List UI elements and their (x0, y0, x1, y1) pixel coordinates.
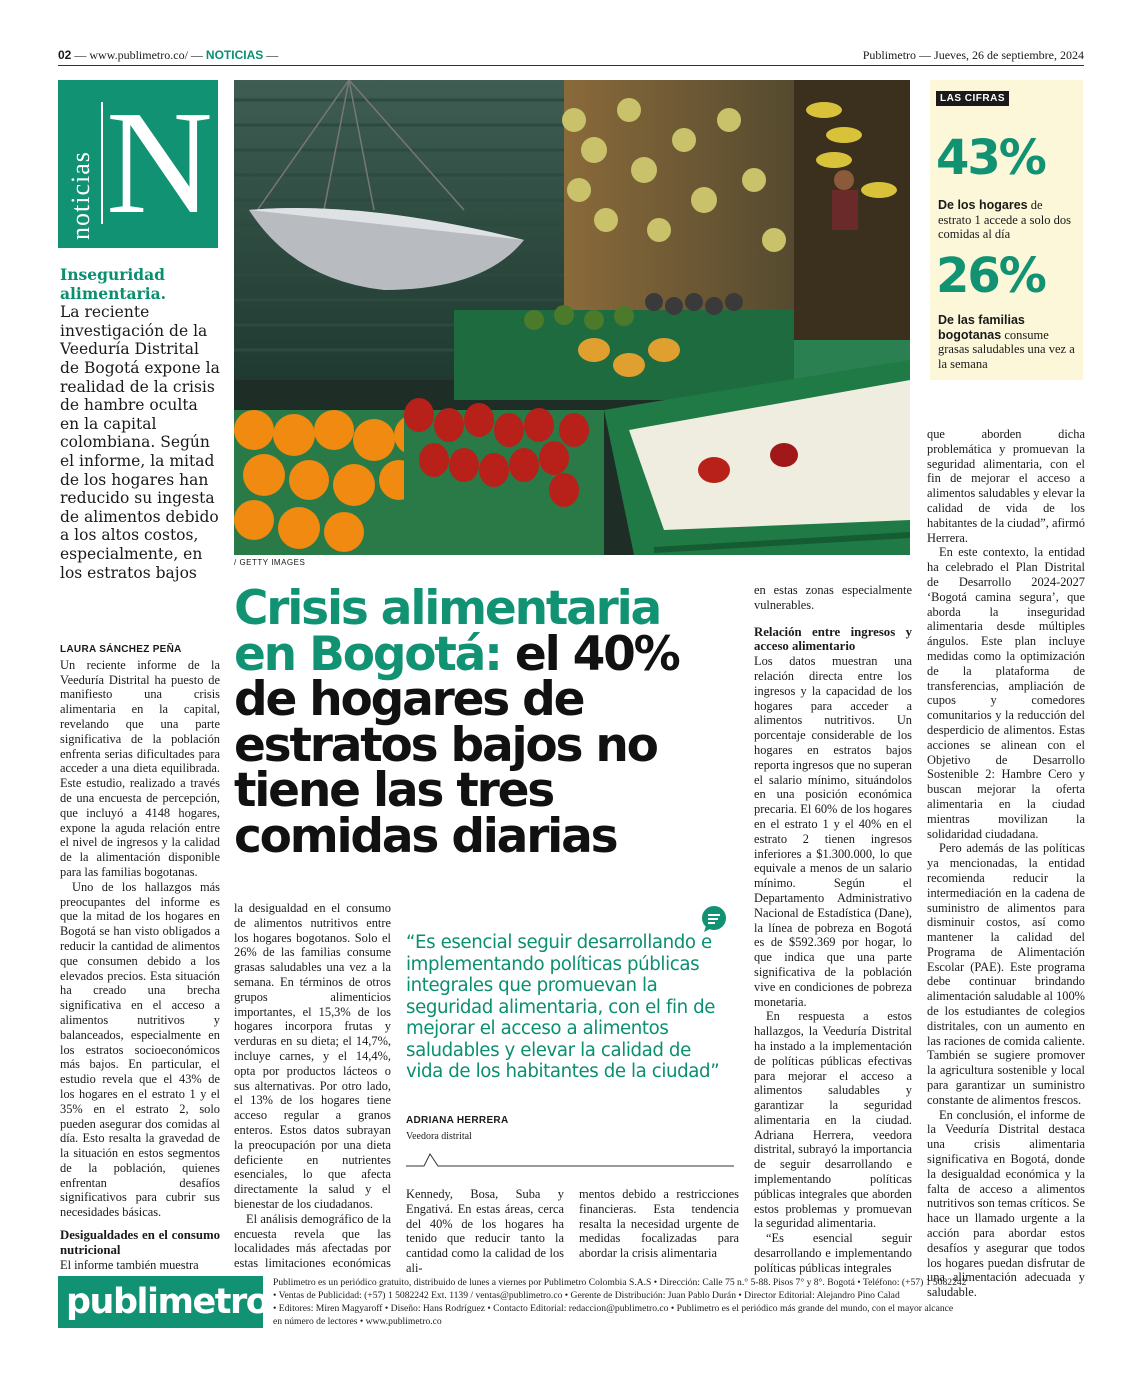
page-header (58, 48, 1084, 66)
speech-bubble-icon (700, 906, 728, 932)
article-paragraph: Los datos muestran una relación directa entre los ingresos y la capacidad de los hogares para acceder a alimentos nutritivos. Un porcentaje considerable de los hogares en estratos bajos reporta ingresos que no superan el salario mínimo, situándolos en una posición económica precaria. El 60% de los hogares en el estrato 1 y el 40% en el estrato 2 tienen ingresos inferiores a $1.300.000, lo que equivale a menos de un salario mínimo. Según el Departamento Administrativo Nacional de Estadística (Dane), la línea de pobreza en Bogotá es de $592.369 por hogar, lo que indica que una parte significativa de la población vive en condiciones de pobreza monetaria. (754, 654, 912, 1009)
article-column-1 (60, 643, 220, 1272)
article-column-6 (927, 427, 1085, 1300)
article-paragraph: la desigualdad en el consumo de alimentos nutritivos entre los hogares bogotanos. Solo el 26% de las familias consume grasas saludables una vez a la semana. En términos de otros grupos alimenticios importantes, el 15,3% de los hogares incorpora frutas y verduras en su dieta; el 14,7%, incluye carnes, y el 14,4%, opta por productos lácteos o sus alternativas. Por otro lado, el 13% de los hogares tiene acceso regular a granos enteros. Estos datos subrayan la preocupación por una dieta deficiente en nutrientes esenciales, lo que afecta directamente la salud y el bienestar de los ciudadanos. (234, 901, 391, 1211)
section-logo (58, 80, 218, 248)
stats-box (930, 80, 1083, 380)
article-paragraph: En este contexto, la entidad ha celebrado el Plan Distrital de Desarrollo 2024-2027 ‘Bogotá camina segura’, que aborda la inseguridad alimentaria desde múltiples ángulos. Este plan incluye medidas como la optimización de la plataforma de transferencias, ampliación de cupos y comedores comunitarios y la reducción del desperdicio de alimentos. Estas acciones se alinean con el Objetivo de Desarrollo Sostenible 2: Hambre Cero y buscan mejorar la oferta alimentaria en la ciudad mientras movilizan la solidaridad ciudadana. (927, 545, 1085, 841)
article-paragraph: El informe también muestra (60, 1257, 199, 1272)
headline (234, 581, 734, 864)
article-paragraph: Kennedy, Bosa, Suba y Engativá. En estas áreas, cerca del 40% de los hogares ha tenido que reducir tanto la cantidad como la calidad de los ali- (406, 1187, 564, 1275)
quote-author-role: Veedora distrital (406, 1131, 472, 1142)
article-paragraph: que aborden dicha problemática y promuevan la seguridad alimentaria, con el fin de mejorar el acceso a alimentos saludables y elevar la calidad de vida de los habitantes de la ciudad”, afirmó Herrera. (927, 427, 1085, 545)
headline-black: el 40% de hogares de estratos bajos no tiene las tres comidas diarias (234, 626, 679, 864)
stat-description-text: consume grasas saludables una vez a la semana (938, 327, 1075, 371)
photo-credit: / GETTY IMAGES (234, 558, 306, 567)
quote-author: ADRIANA HERRERA (406, 1115, 509, 1126)
header-left: 02 — www.publimetro.co/ — NOTICIAS — (58, 48, 279, 62)
article-paragraph: “Es esencial seguir desarrollando e implementando políticas públicas integrales (754, 1231, 912, 1275)
byline: LAURA SÁNCHEZ PEÑA (60, 644, 182, 655)
stat-description-text: de estrato 1 accede a solo dos comidas al día (938, 198, 1071, 241)
footer-line: en número de lectores • www.publimetro.co (273, 1316, 442, 1327)
section-logo-letter: N (106, 81, 213, 245)
pull-quote: “Es esencial seguir desarrollando e implementando políticas públicas integrales que promuevan la seguridad alimentaria, con el fin de mejorar el acceso a alimentos saludables y elevar la calidad de vida de los habitantes de la ciudad” (406, 932, 720, 1082)
stat-description (938, 313, 1078, 371)
market-photo (234, 80, 910, 555)
intro-summary (60, 266, 220, 582)
article-paragraph: En conclusión, el informe de la Veeduría Distrital destaca una crisis alimentaria significativa en Bogotá, donde la desigualdad económica y la falta de acceso a alimentos nutritivos son temas críticos. Se hace un llamado urgente a la acción para abordar estos desafíos y asegurar que todos los hogares puedan disfrutar de una alimentación adecuada y saludable. (927, 1107, 1085, 1300)
section-logo-word: noticias (66, 151, 95, 240)
section-logo-divider (101, 102, 103, 224)
brand-logo-text: publimetro (66, 1282, 269, 1322)
page-number: 02 (58, 48, 72, 62)
site-link[interactable]: www.publimetro.co/ (89, 48, 188, 62)
section-name: NOTICIAS (205, 48, 264, 62)
stat-value: 43% (936, 130, 1045, 186)
article-column-4 (579, 1187, 739, 1261)
article-paragraph: Un reciente informe de la Veeduría Distrital ha puesto de manifiesto una crisis alimentaria en la capital, revelando que una parte significativa de la población enfrenta serias dificultades para acceder a una dieta equilibrada. Este estudio, realizado a través de una encuesta de percepción, que incluyó a 4148 hogares, expone la aguda relación entre el nivel de ingresos y la calidad de la alimentación disponible para las familias bogotanas. (60, 657, 220, 879)
article-paragraph: Uno de los hallazgos más preocupantes del informe es que la mitad de los hogares en Bogotá se han visto obligados a reducir la cantidad de alimentos que consumen debido a los elevados precios. Esta situación ha creado una brecha significativa en el acceso a alimentos nutritivos y balanceados, especialmente en los estratos socioeconómicos más bajos. En particular, el estudio revela que el 43% de los hogares en el estrato 1 y el 35% en el estrato 2, solo pueden asegurar dos comidas al día. Esto resalta la gravedad de la situación en estos segmentos de la población, quienes enfrentan desafíos significativos para cubrir sus necesidades básicas. (60, 879, 220, 1220)
brand-logo (58, 1276, 269, 1328)
header-date: Publimetro — Jueves, 26 de septiembre, 2024 (862, 48, 1084, 62)
stat-description-bold: De las familias bogotanas (938, 313, 1025, 342)
article-paragraph: Pero además de las políticas ya mencionadas, la entidad recomienda reducir la intermediación en la cadena de suministro de alimentos para disminuir costos, así como mantener la calidad del Programa de Alimentación Escolar (PAE). Este programa debe continuar brindando alimentación saludable al 100% de los estudiantes de colegios distritales, con un aumento en las raciones de comida caliente. También se sugiere promover la agricultura sostenible y local para garantizar un suministro constante de alimentos frescos. (927, 841, 1085, 1107)
article-column-2 (234, 901, 391, 1286)
headline-green: Crisis alimentaria en Bogotá: (234, 581, 661, 682)
article-subhead: Desigualdades en el consumo nutricional (60, 1228, 220, 1257)
article-paragraph: El análisis demográfico de la encuesta revela que las localidades más afectadas por estas limitaciones económicas (234, 1211, 391, 1271)
market-photo-illustration (234, 80, 910, 555)
quote-divider (406, 1150, 734, 1168)
article-column-5 (754, 583, 912, 1276)
intro-kicker: Inseguridad alimentaria. (60, 265, 167, 303)
footer-line: Publimetro es un periódico gratuito, distribuido de lunes a viernes por Publimetro Colombia S.A.S • Dirección: Calle 75 n.° 5-88. Pisos 7° y 8°. Bogotá • Teléfono: (+57) 1 5082242 (273, 1277, 967, 1288)
article-paragraph: mentos debido a restricciones financieras. Esta tendencia resalta la necesidad urgente de medidas focalizadas para abordar la crisis alimentaria (579, 1187, 739, 1261)
footer-line: • Editores: Miren Magyaroff • Diseño: Hans Rodríguez • Contacto Editorial: redaccion@publimetro.co • Publimetro es el periódico más grande del mundo, con el mayor alcance (273, 1303, 954, 1314)
article-subhead: Relación entre ingresos y acceso alimentario (754, 624, 912, 654)
article-paragraph: en estas zonas especialmente vulnerables. (754, 583, 912, 612)
stat-value: 26% (936, 248, 1045, 304)
stats-tag: LAS CIFRAS (936, 91, 1009, 106)
footer-info (273, 1276, 1073, 1328)
stat-description-bold: De los hogares (938, 198, 1028, 212)
footer-line: • Ventas de Publicidad: (+57) 1 5082242 Ext. 1139 / ventas@publimetro.co • Gerente de Distribución: Juan Pablo Durán • Director Editorial: Alejandro Pino Calad (273, 1290, 900, 1301)
stat-description (938, 198, 1078, 242)
article-column-3 (406, 1187, 564, 1276)
intro-text: La reciente investigación de la Veeduría Distrital de Bogotá expone la realidad de la crisis de hambre oculta en la capital colombiana. Según el informe, la mitad de los hogares han reducido su ingesta de alimentos debido a los altos costos, especialmente, en los estratos bajos (60, 303, 220, 582)
article-paragraph: En respuesta a estos hallazgos, la Veeduría Distrital ha instado a la implementación de políticas públicas efectivas para mejorar el acceso a alimentos saludables y garantizar la seguridad alimentaria en la ciudad. Adriana Herrera, veedora distrital, subrayó la importancia de seguir desarrollando e implementando políticas públicas integrales que aborden estos problemas y promuevan la seguridad alimentaria. (754, 1009, 912, 1231)
